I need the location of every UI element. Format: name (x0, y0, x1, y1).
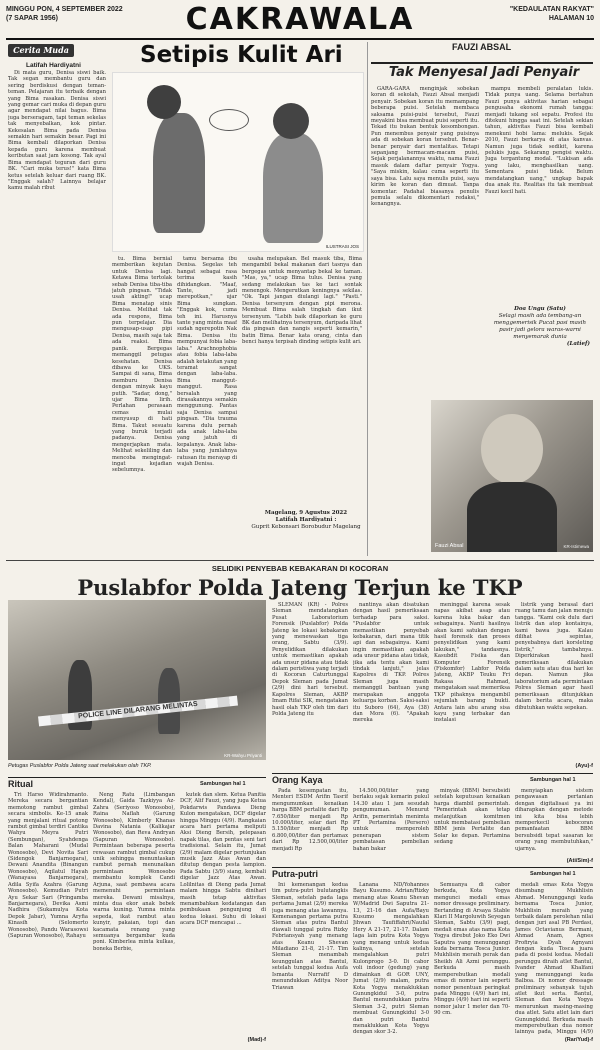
section-divider (6, 560, 594, 561)
fauzi-rule (371, 62, 593, 64)
fauzi-kicker: FAUZI ABSAL (452, 42, 512, 52)
fauzi-poem-box (490, 306, 590, 348)
ritual-column-2 (93, 792, 175, 1044)
putra-putri-column-3-text: Semuanya di cabor berkuda, Kota Yogya mengunci medali emas nomor dressage preliminary. Bertanding di Arsaya Stable Klari II Margoluwih Seyegan Sleman, Sabtu (3/9) pagi, medali emas atas nama Kota Yogya direbut Joko Eko Dwi Saputra yang menunggangi kuda bernama Tosca Junior. Mukhlisin meraih perak dan Sheikh Ali Azmi perunggu. Berkuda masih memperebutkan medali emas di nomor lain seperti nomor penentuan peringkat pada Minggu (4/9) hari ini, Minggu (4/9) hari ini seperti nomor jalur 1 meter dan 70-90 cm. (434, 882, 510, 1017)
story-column-4 (242, 256, 362, 506)
putra-putri-sign: (Rar/Yud)-f (564, 1037, 593, 1043)
story-sign-author: Latifah Hardiyatni : (275, 517, 337, 523)
pusla-caption: Petugas Puslabfor Polda Jateng saat melakukan olah TKP. (8, 763, 152, 769)
masthead-page-number: HALAMAN 10 (548, 15, 594, 22)
orang-kaya-rule (272, 773, 593, 774)
fauzi-column-1 (371, 86, 479, 398)
pusla-column-1-text: SLEMAN (KR) - Polres Sleman mendatangkan Pusat Laboratorium Forensik (Puslabfor) Polda Jateng ke lokasi kebakaran yang menewaskan tiga orang, Sabtu (3/9). Penyelidikan dilakukan untuk memastikan apakah ada unsur pidana atau tidak dalam peristiwa yang terjadi di Kocoran Caturtunggal Depok Sleman pada Jumat (2/9) dini hari tersebut. Kapolres Sleman, AKBP Imam Rifai SIK, mengatakan hasil olah TKP oleh tim dari Polda Jateng itu (272, 602, 348, 717)
fauzi-title: Tak Menyesal Jadi Penyair (388, 65, 580, 80)
pusla-column-1 (272, 602, 348, 770)
orang-kaya-column-2 (353, 788, 429, 864)
story-signature (250, 510, 362, 531)
illustration-spider-web (209, 109, 249, 131)
orang-kaya-column-3 (434, 788, 510, 864)
ritual-column-1 (8, 792, 88, 1044)
pusla-photo-credit: KR-Wahyu Priyanti (224, 753, 262, 758)
masthead-paper (510, 5, 594, 23)
fauzi-column-2-text: mampu membeli peralatan lukis. Tidak punya uang. Selama bertahun Fauzi punya aktivitas harian sebagai pengusaha ekonomi rumah tangga: menjadi tukang sol sepatu. Profesi itu ditekuni hingga saat ini. Setelah sekian tahun, aktivitas Fauzi bisa kembali menekuni hobi lama: melukis. Sejak 2010, Fauzi berkarya di atas kanvas. Namun juga tidak sedikit, karena pelukis juga. Sekarang pengisi waktu. Juga tergantung modal. "Lukisan ada yang laku, menghasilkan uang. Sementara puisi tidak. Belum mendatangkan uang," ungkap bapak dua anak itu. Realitas itu tak membuat Fauzi kecil hati. (485, 86, 593, 195)
masthead-paper-name: "KEDAULATAN RAKYAT" (509, 6, 594, 13)
story-author: Latifah Hardiyatni (26, 62, 81, 69)
orang-kaya-column-1 (272, 788, 348, 864)
pusla-kicker: SELIDIKI PENYEBAB KEBAKARAN DI KOCORAN (211, 564, 389, 573)
masthead-date-line1: MINGGU PON, 4 SEPTEMBER 2022 (6, 6, 123, 13)
illustration-head-boy (147, 85, 181, 119)
fauzi-photo-face (481, 414, 543, 484)
story-column-4-text: usaha melupakan. Bel masuk tiba, Bima mengambil bekal makanan dari tasnya dan bergegas untuk menyantap bekal ke taman. "Mas, ya," ucap Bima tulus. Denisa yang sedang melakukan tas ke taci sontak menengok. Mengerutkan keningnya sekilas. "Ok. Tapi jangan diulangi lagi." "Pasti." Denisa tersenyum dengan pipi merona. Membuat Bima salah tingkah dan ikut tersenyum. "Lebih baik dilaporkan ke guru BK dan melihatnya tersenyum, daripada lihat dia pingsan dan nangis seperti kemarin," batin Bima. Benar kata orang, cinta dan benci hanya terpisah dinding setipis kulit ari. (242, 256, 362, 346)
illustration-figure-girl (263, 133, 323, 243)
ritual-sign: (Mad)-f (247, 1037, 266, 1043)
pusla-photo-police-line: POLICE LINE DILARANG MELINTAS (38, 696, 238, 727)
pusla-title: Puslabfor Polda Jateng Terjun ke TKP (77, 575, 523, 600)
fauzi-poem-title: Doa Ungu (Satu) (514, 306, 566, 312)
pusla-column-3-text: meninggal karena sesak napas akibat asap atau karena luka bakar dan sebagainya. Nanti hasilnya akan kami satukan dengan hasil forensik dan proses penyelidikan yang kami lakukan," tandasnya. Kasubdit Fisika dan Komputer Forensik (Fiskomfor) Labfor Polda Jateng, AKBP Teuku Fri Rakasa Rahmad, mengatakan saat memeriksa TKP pihaknya mengambil sejumlah barang bukti. Antara lain abu arang sisa kayu yang terbakar dan instalasi (434, 602, 510, 724)
story-sign-desc: Guprit Kebonsari Borobudur Magelang (251, 524, 361, 530)
fauzi-poem-text: Selagi masih ada tembang-an menggemerisik Pucat pasi masih pasir jadi gelora waras-warni menyemarak dunia (493, 313, 587, 340)
ritual-sambung: Sambungan hal 1 (200, 781, 246, 787)
orang-kaya-column-2-text: 14.500,00/liter yang berlaku sejak kemarin pukul 14.30 atau 1 jam sesudah pengumuman. Menurut Arifin, pemerintah menimta PT Pertamina (Persero) untuk memperoleh penerapan sistem pembatasan pembelian bahan bakar (353, 788, 429, 852)
ritual-head: Ritual (8, 779, 34, 789)
masthead-rule (6, 38, 594, 40)
pusla-photo (8, 600, 266, 760)
story-column-3 (177, 256, 237, 552)
illustration-credit: ILUSTRASI JOS (325, 244, 359, 249)
putra-putri-column-2-text: Lanana ND/Yohannes Bayu Kusumo. Adrian/Rizky menang atas Keanu Shevan W/Madrid Dwi Saputra 21-13, 21-16 dan Aufa/Bayu Kusumo mengalahkan Jihwan Taufiffahri/Naufal Hery A 21-17, 21-17. Dalam laga lain putra Kota Yogya yang menang untuk kedua kalinya, setelah mengalahkan putri Kulonprogo 3-0. Di cabor voli indoor (gedung) yang dimainkan di GOR UNY, Jumat (2/9) malam, putra Kota Yogya menaklukkan Gunungkidul 3-0, putra Bantul menundukkan putra Sleman 3-2, putri Sleman membuat Gunungkidul 3-0 dan putri Bantul menaklukkan Kota Yogya dengan skor 3-2. (353, 882, 429, 1036)
putra-putri-column-2 (353, 882, 429, 1044)
story-column-1-text: Di mata guru, Denisa siswi baik. Tak segan membantu guru dan sering berdiskusi dengan teman-teman. Pelajaran itu terbaik dengan yang Bima rasakan. Denisa siswi yang gemar cari muka di depan guru agar mendapat nilai bagus. Bima juga berseragam, tapi teman sekelas tak menyebalkan, kok pintar. Kekesalan Bima pada Denisa semakin hari semakin besar. Pagi ini Bima kembali dilaporkan Denisa kepada guru karena membuat keributan saat jam kosong. Tak ayal Bima mendapat teguran dari guru BK. "Cari muka terus!" kata Bima ketus setelah keluar dari ruang BK. "Enggak salah? Lainnya belajar kamu malah ribut (8, 70, 106, 192)
pusla-column-4-text: listrik yang berasal dari ruang tamu dan jalan menuju tangga. "Kami cek dulu dari listrik dan atop kontainya, kami bawa juga. Kalau dilihat sepintas, penyebabnya dari korsleting listrik," tambahnya. Diperkirakan hasil pemeriksaan dilakukan dalam satu atau dua hari ke depan. Namun jika laboratorium ada permintaan Polres Sleman agar hasil pemeriksaan ditunjukkan dalam berita acara, maka dibutuhkan waktu sepekan. (515, 602, 593, 711)
cerita-muda-badge (8, 44, 74, 57)
putra-putri-rule (272, 867, 593, 868)
orang-kaya-column-4-text: menyiapkan sistem pengawasan pertanian dengan digitalisasi ya ini diharapkan dengan metode ini kita bisa lebih memperkecil kebocoran pemanfaatan BBM bersubsidi tepat sasaran ke orang yang membutuhkan," ujarnya. (515, 788, 593, 852)
putra-putri-column-4-text: medali emas Kota Yogya disumbang Mukhlisin Ahmad. Menunggangi kuda bernama Tosca Junior, Mukhlisin meraih yang terbaik dalam perolehan nilai dengan juri asal PB Perdasi, James Octavianus Bermani, Ahmad Anam, Agnes Profiryia Dyah Agnyani dengan kuda Tosca juara pada di posisi kedua. Medali perunggu diraih atlet Bantul, Ivander Ahmad Khalfani yang menunggangi kuda Balboa. Di nomor dressage preliminary sebanyak tujuh atlet ikut serta. Bantul, Sleman dan Kota Yogya menurunkan masing-masing dua atlet. Satu atlet lain dari Gunungkidul. Berkuda masih memperebutkan dua nomor lainnya pada, Minggu (4/9) (515, 882, 593, 1036)
pusla-sign: (Ayu)-f (575, 763, 593, 769)
masthead-date-line2: (7 SAPAR 1956) (6, 15, 59, 22)
column-divider (367, 42, 368, 556)
ritual-column-3 (180, 792, 266, 1036)
fauzi-column-2 (485, 86, 593, 300)
cerita-muda-label: Cerita Muda (13, 45, 69, 55)
story-column-3-text: tamu bersama ibu Denisa. Segelas teh hangat sebagai rasa terima kasih dihidangkan. "Maaf, Tante, jadi merepotkan," ujar Bima sungkan. "Enggak kok, cuma teh ini. Harusnya tante yang minta maaf sudah ngerepotin Nak Bima. Denisa itu mempunyai fobia laba-laba." Arachnophobia atau fobia laba-laba adalah ketakutan yang teramat sangat dengan laba-laba. Bima manggut-manggut. Rasa bersalah yang dirasakannya semakin menggunung. Pantas saja Denisa sampai pingsan. "Dia trauma karena dulu pernah ada anak laba-laba yang jatuh di kepalanya. Anak laba-laba yang jumlahnya ratusan itu merayap di wajah Denisa. (177, 256, 237, 467)
story-column-2 (112, 256, 172, 552)
putra-putri-column-4 (515, 882, 593, 1036)
putra-putri-sambung: Sambungan hal 1 (530, 871, 576, 877)
ritual-column-2-text: Neng Ratu (Limbangan Kendal), Gaida Tazkiyya Az-Zahra (Seriyoso Wonosobo), Raina Naflah (Garung Wonosobo), Kimberly Khanas Davina Natania (Kalikajar Wonosobo), dan Reva Andryan (Sapuran Wonosobo). Permintaan beberapa peserta rewasan rambut gimbal cukup unik sehingga menuntaskan rambut pernah menunaikan permintaan Wonosobo membantu komplek Candi Arjuna, saat pembawa acara memenuhi permintaan mereka. Dewani misalnya, minta dua ekor anak bebek warna kuning. Yumna minta sepeda, ikat rambut atau kunyir, pakaian, topi dan kacamata renang yang semuanya bergambar kuda poni. Kimberlea minta kulkas, boneka Berbie, (93, 792, 175, 952)
story-sign-place: Magelang, 9 Agustus 2022 (264, 510, 348, 516)
fauzi-photo (431, 400, 593, 552)
masthead-section-title: CAKRAWALA (185, 2, 415, 37)
orang-kaya-head: Orang Kaya (272, 775, 323, 785)
story-column-1 (8, 70, 106, 552)
illustration-figure-boy (153, 113, 205, 233)
orang-kaya-column-4 (515, 788, 593, 858)
ritual-column-3-text: kutek dan slem. Ketua Panitia DCF, Alif Fauzi, yang juga Ketua Pokdarwis Pandawa Dieng Kulon mengatakan, DCF digelar hingga Minggu (4/9). Rangkaian acara hari pertama meliputi Aksi Dieng Bersih, pelepasan napak tilas, dan pentas seni tari tradisional. Selain itu, Jumat (2/9) malam digelar pertunjukan musik Jazz Atas Awan dan ditutup dengan pesta lampion. Pada Sabtu (3/9) siang, kembali digelar Jazz Atas Awan. Lolilnitas di Dieng pada Jumat malam hingga Sabtu dinihari masih tetap aktivitas menambahkan kedatangan dan pembukaan pengunjung di kedua lokasi. Suhu di lokasi acara DCF mencapai ... (180, 792, 266, 927)
orang-kaya-sign: (Ati/Sim)-f (566, 858, 593, 864)
fauzi-poem-sign: (Latief) (566, 341, 590, 347)
pusla-column-3 (434, 602, 510, 770)
fauzi-column-1-text: GARA-GARA menginjak sobekan koran di sekolah, Fauzi Absal menjadi penyair. Sobekan koran itu memampang beberapa puisi. Setelah membaca saksama puisi-puisi tersebut, Fauzi meyakini bisa membuat puisi seperti itu. Tekad itu bukan bentuk kesombongan. Pun menembus penyair yang puisinya ada di sobekan koran tersebut. Benar-benar penyair dari mentalitas. Tetapi sepanjang bermacam-macam puisi, Sejak perjalanannya waktu, nama Fauzi masuk dalam daftar penyair Yogya. "Saya miskin, kalau cuma seperti itu saya bisa. Lalu saya menulis puisi, saya kirim ke koran dan dimuat. Tanpa komentar. Padahal biasanya penulis pemula selalu dikomentari redaksi," kenangnya. (371, 86, 479, 208)
putra-putri-column-3 (434, 882, 510, 1044)
pusla-column-4 (515, 602, 593, 762)
story-illustration (112, 72, 364, 252)
putra-putri-head: Putra-putri (272, 869, 318, 879)
story-title: Setipis Kulit Ari (140, 42, 343, 68)
ritual-column-1-text: Tri Harso Widirahmanto. Mereka secara bergantian memotong rambut gimbal secara simbolis. Ke-15 anak yang menjalani ritual potong rambut gimbal terdiri Cantika Wahyu Meyra Putri (Sembungan), Syahdenga Balan Maharani (Mudal Wonosobo), Devi Novita Sari (Sidengok Banjarnegara), Dewani Anandita (Binangun Wonosobo), Aqilatul Hayah (Wanayasa Banjarnegara), Adila Syifa Azahra (Garung Wonosobo). Kemudian Putri Ayu Sekar Sari (Pringamba Banjarnegara), Devika Asmi Nadhira (Sukamulya Kota Depok Jabar), Yumna Aryfia Kinasih (Selomerto Wonosobo), Pandu Warasowsi (Sapuran Wonosobo), Rahayu (8, 792, 88, 939)
fauzi-photo-credit: KR-Istimewa (563, 544, 589, 549)
fauzi-photo-body (467, 482, 557, 552)
fauzi-photo-caption: Fauzi Absal (435, 543, 464, 549)
orang-kaya-sambung: Sambungan hal 1 (530, 777, 576, 783)
ritual-rule (8, 777, 266, 778)
orang-kaya-column-1-text: Pada kesempatan itu, Menteri ESDM Arifin Tasrif mengumumkan kenaikan harga BBM pertalite dari Rp 7.650/liter menjadi Rp 10.000/liter, solar dari Rp 5.150/liter menjadi Rp 6.800,00/liter dan pertamax dari Rp 12.500,00/liter menjadi Rp (272, 788, 348, 852)
pusla-column-2 (353, 602, 429, 770)
story-column-2-text: tu. Bima bernial memberikan kejutan untuk Denisa lagi. Ketawa Bima tertolak sebab Denisa tiba-tiba jatuh pingsan. "Tidak usah akting!" ucap Bima menatap sinis Denisa. Melihat tak ada respons, Bima pun terpelajar. Dia mengusap-usap pipi Denisa, masih saja tak ada reaksi. Bima panik. Bergegas memanggil petugas kesehatan. Denisa dibawa ke UKS. Sampai di sana, Bima memburu Denisa dengan minyak kayu putih. "Sadar, dong," ujar Bima lirih. Perlahan perasaan cemas mulai menyusup di hati Bima. Takut sesuatu yang buruk terjadi padanya. Denisa mengerjapkan mata. Melihat sekeliling dan mencoba mengingat-ingat kejadian sebelumnya. (112, 256, 172, 474)
illustration-head-girl (273, 103, 309, 139)
pusla-column-2-text: nantinya akan disatukan dengan hasil pemeriksaan terhadap para saksi. "Puslabfor untuk memastikan penyebab kebakaran, dari mana titik api dan sebagainya. Kami ingin memastikan apakah ada unsur pidana atau tidak, jika ada tentu akan kami tindak lanjuti," jelas Kapolres di TKP. Polres Sleman juga masih memanggil bantuan yang merupakan anggota keluarga korban. Saksi-saksi itu Suboro (64), Aya (38) dan Mora (6). "Apakah mereka (353, 602, 429, 724)
orang-kaya-column-3-text: minyak (BBM) bersubsidi setelah keputusan kenaikan harga diambil pemerintah. "Pemerintah akan tetap melanjutkan komitmen untuk membatasi pembelian BBM jenis Pertalite dan Solar ke depan. Pertamina sedang (434, 788, 510, 846)
putra-putri-column-1 (272, 882, 348, 1044)
putra-putri-column-1-text: Ini kemenangan kedua tim putra-putri bulutangkis Sleman, setelah pada laga pertama Jumat (2/9) mereka juga menang atas lawannya. Kemenangan pertama putra Sleman atas putra Bantul diawali tunggal putra Rizky Febriansyah yang menang atas Keanu Shevan Miladiano 21-8, 21-17. Tim Sleman menambah keunggulan atas Bantul, setelah tunggal kedua Aufa Ismanta Nurrafif D menundukkan Aditya Noor Triawan (272, 882, 348, 991)
